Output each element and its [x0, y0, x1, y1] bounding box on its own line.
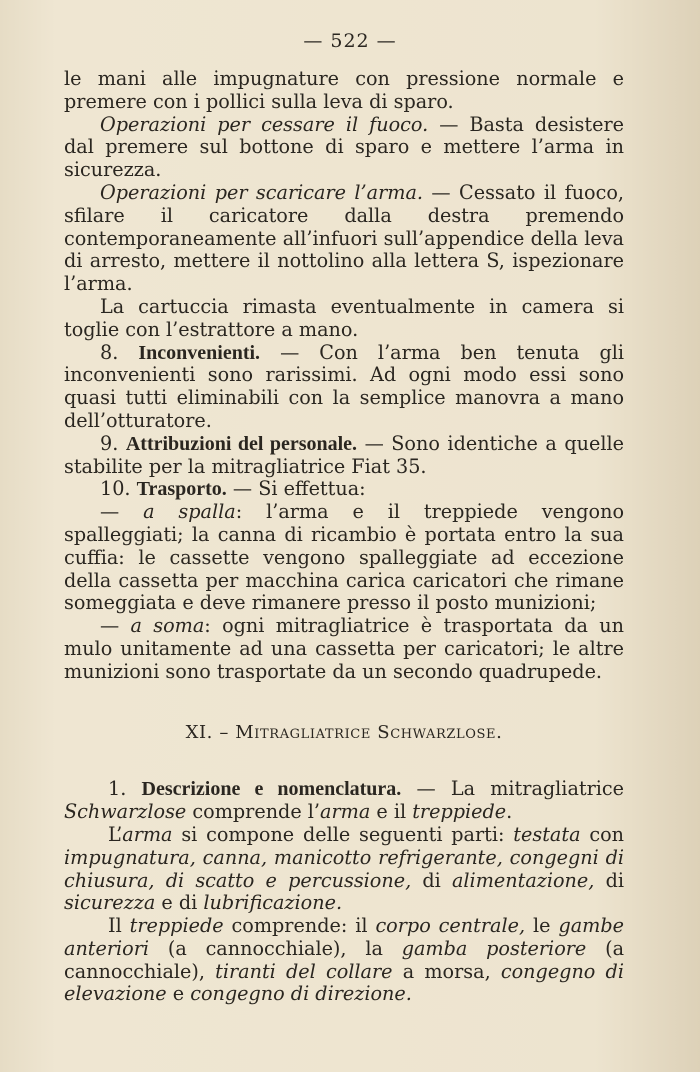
text-run: . — [506, 800, 513, 824]
section-title: Mitragliatrice Schwarzlose. — [235, 721, 503, 743]
page-body — [64, 68, 624, 1006]
text-run: (a cannocchiale), — [64, 936, 625, 983]
numbered-paragraph — [64, 342, 624, 433]
text-run: a morsa, — [392, 959, 501, 983]
paragraph-text: : l’arma e il treppiede vengono spalleggiati; la canna di ricambio è portata entro la sua cuffia: le cassette vengono spalleggiate ad eccezione della cassetta per macchina carica caricatori che rimane someggiata e deve rimanere presso il posto munizioni; — [64, 500, 624, 615]
text-run: e il — [370, 800, 413, 824]
italic-run: treppiede — [412, 800, 507, 824]
paragraph-text: — Sono identiche a quelle stabilite per la mitragliatrice Fiat 35. — [64, 431, 624, 478]
italic-run: gamba posteriore — [401, 936, 587, 960]
item-number: 1. — [108, 777, 127, 801]
italic-run: impugnatura, canna, manicotto refrigerante, congegni di chiusura, di scatto e percussione, — [64, 845, 624, 892]
italic-run: alimentazione, — [451, 868, 595, 892]
item-number: 8. — [100, 340, 119, 364]
paragraph — [64, 824, 624, 915]
italic-run: arma — [122, 822, 173, 846]
paragraph — [64, 114, 624, 182]
numbered-paragraph — [64, 778, 624, 824]
text-run: si compone delle seguenti parti: — [172, 822, 514, 846]
text-run: — La mitragliatrice — [401, 777, 624, 801]
run-in-heading: Attribuzioni del personale. — [125, 432, 358, 455]
italic-run: arma — [320, 800, 371, 824]
list-item — [64, 501, 624, 615]
paragraph: La cartuccia rimasta eventualmente in camera si toglie con l’estrattore a mano. — [64, 294, 624, 341]
paragraph — [64, 915, 624, 1006]
italic-run: Schwarzlose — [64, 800, 187, 824]
text-run: di — [411, 868, 452, 892]
list-item — [64, 615, 624, 683]
item-number: 10. — [100, 477, 131, 501]
italic-run: corpo centrale, — [375, 914, 526, 938]
run-in-heading: Operazioni per cessare il fuoco. — [100, 112, 429, 136]
paragraph-text: — Cessato il fuoco, sfilare il caricatore dalla destra premendo contemporaneamente all’infuori sull’appendice della leva di arresto, mettere il nottolino alla lettera S, ispezionare l’arma. — [64, 180, 625, 296]
run-in-heading: a soma — [130, 614, 205, 638]
text-run: L’ — [108, 822, 123, 846]
paragraph-text: — Basta desistere dal premere sul bottone di sparo e mettere l’arma in sicurezza. — [64, 112, 624, 182]
page-number: — 522 — — [303, 30, 397, 52]
section-heading — [64, 722, 624, 745]
paragraph-text: — Con l’arma ben tenuta gli inconvenienti sono rarissimi. Ad ogni modo essi sono quasi tutti eliminabili con la semplice manovra a mano dell’otturatore. — [64, 340, 624, 432]
dash: — — [100, 614, 131, 638]
run-in-heading: Operazioni per scaricare l’arma. — [100, 180, 423, 204]
italic-run: congegno di direzione. — [190, 982, 412, 1006]
italic-run: lubrificazione. — [203, 891, 343, 915]
run-in-heading: Trasporto. — [136, 478, 227, 501]
text-run: Il — [108, 914, 130, 938]
dash: — — [100, 500, 144, 524]
paragraph: le mani alle impugnature con pressione normale e premere con i pollici sulla leva di sparo. — [64, 67, 624, 113]
run-in-heading: Inconvenienti. — [138, 341, 261, 364]
italic-run: gambe anteriori — [64, 914, 624, 960]
run-in-heading: a spalla — [143, 500, 236, 524]
italic-run: tiranti del collare — [215, 959, 393, 983]
paragraph — [64, 182, 624, 296]
text-run: con — [580, 822, 624, 846]
item-number: 9. — [100, 431, 119, 455]
italic-run: testata — [513, 822, 581, 846]
italic-run: sicurezza — [64, 891, 156, 915]
text-run: e — [166, 982, 191, 1006]
section-number: XI. – — [185, 721, 236, 743]
text-run: di — [594, 868, 624, 892]
italic-run: treppiede — [129, 914, 224, 938]
numbered-paragraph — [64, 478, 624, 501]
text-run: e di — [155, 891, 204, 915]
paragraph-text: — Si effettua: — [226, 477, 366, 501]
paragraph-text: : ogni mitragliatrice è trasportata da un mulo unitamente ad una cassetta per caricatori; le altre munizioni sono trasportate da un secondo quadrupede. — [64, 614, 624, 683]
text-run: le — [525, 914, 559, 938]
italic-run: congegno di elevazione — [64, 959, 624, 1006]
text-run: comprende l’ — [186, 800, 321, 824]
text-run: comprende: il — [223, 914, 376, 938]
run-in-heading: Descrizione e nomenclatura. — [141, 778, 402, 801]
text-run: (a cannocchiale), la — [149, 936, 402, 960]
numbered-paragraph — [64, 433, 624, 479]
